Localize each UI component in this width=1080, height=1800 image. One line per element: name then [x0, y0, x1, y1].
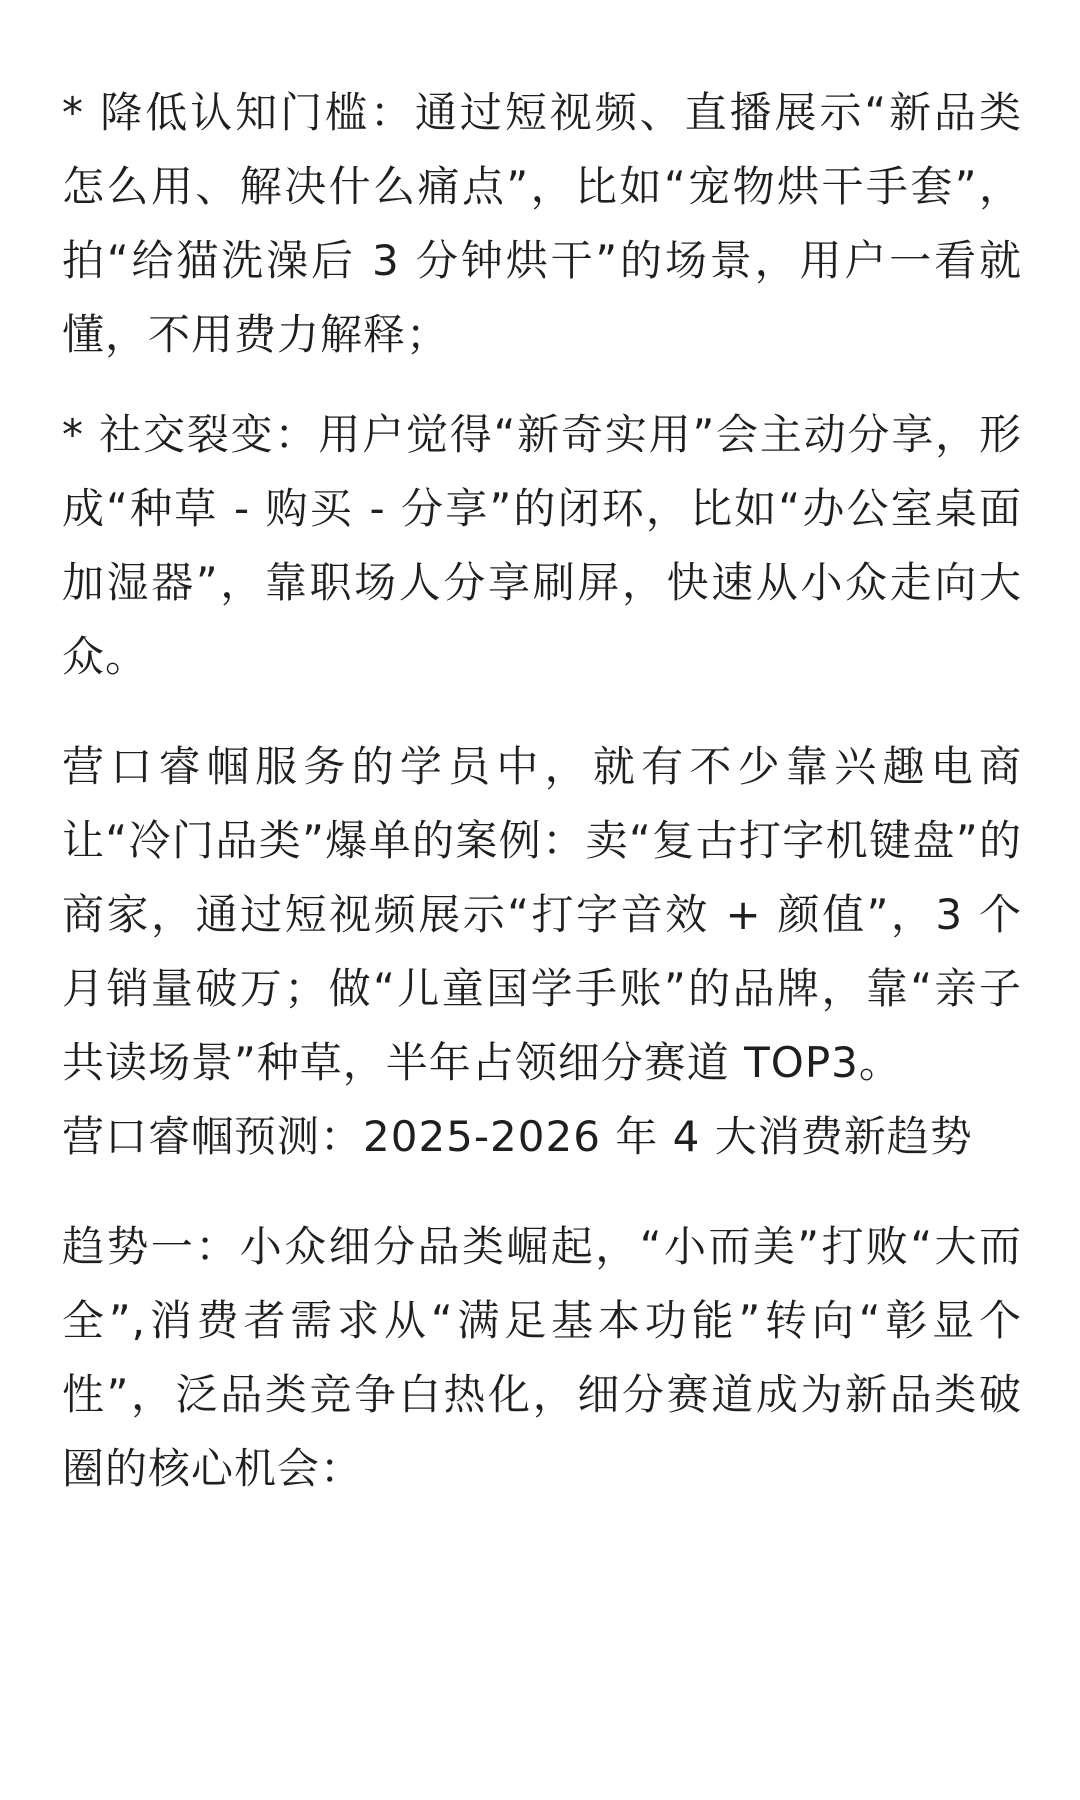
section-heading-trends: 营口睿帼预测：2025-2026 年 4 大消费新趋势	[62, 1112, 973, 1161]
bullet-social-fission: * 社交裂变：用户觉得“新奇实用”会主动分享，形成“种草 - 购买 - 分享”的闭环，比如“办公室桌面加湿器”，靠职场人分享刷屏，快速从小众走向大众。	[62, 410, 1022, 681]
bullet-lower-cognitive-threshold: * 降低认知门槛：通过短视频、直播展示“新品类怎么用、解决什么痛点”，比如“宠物烘干手套”，拍“给猫洗澡后 3 分钟烘干”的场景，用户一看就懂，不用费力解释；	[62, 88, 1022, 359]
trend-one-paragraph: 趋势一：小众细分品类崛起，“小而美”打败“大而全”,消费者需求从“满足基本功能”转向“彰显个性”，泛品类竞争白热化，细分赛道成为新品类破圈的核心机会：	[62, 1222, 1022, 1493]
case-study-paragraph: 营口睿帼服务的学员中，就有不少靠兴趣电商让“冷门品类”爆单的案例：卖“复古打字机键盘”的商家，通过短视频展示“打字音效 + 颜值”，3 个月销量破万；做“儿童国学手账”的品牌，靠“亲子共读场景”种草，半年占领细分赛道 TOP3。	[62, 742, 1022, 1087]
article-body	[62, 76, 1022, 1506]
